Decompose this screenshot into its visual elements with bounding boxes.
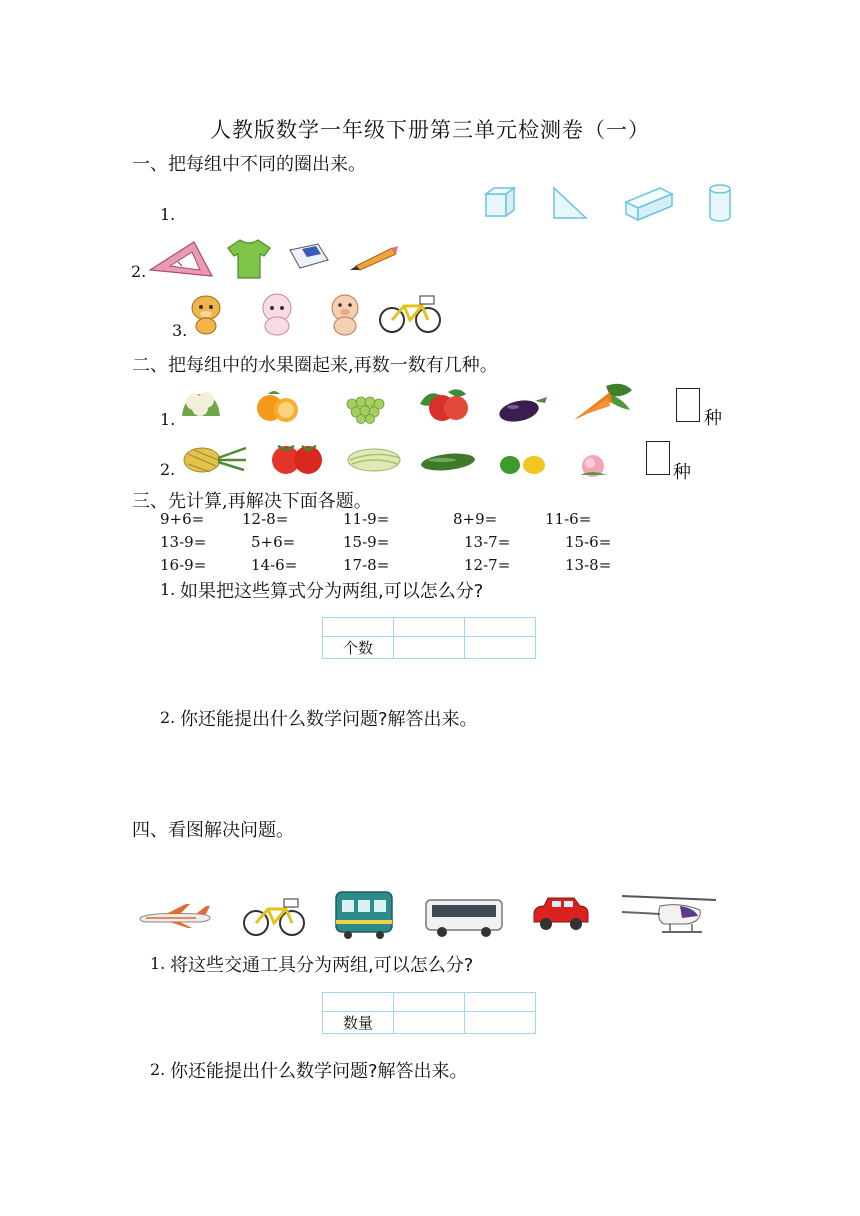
page-title: 人教版数学一年级下册第三单元检测卷（一） [210,118,650,142]
helicopter-icon [616,890,722,938]
section-4-heading: 四、看图解决问题。 [132,820,294,841]
s4-grouping-table [322,992,536,1034]
train-icon [332,888,396,940]
s4-q2-number: 2. [150,1060,166,1079]
cauliflower-icon [178,386,224,426]
triangle-icon [552,186,588,220]
s3-q2-number: 2. [160,708,176,727]
s1-row1-number: 1. [160,205,176,224]
calc-item: 12-8= [242,510,289,528]
eggplant-icon [497,393,549,423]
grapes-icon [344,390,388,424]
bicycle-icon [378,292,442,334]
cucumber-icon [420,450,478,474]
tomato-icon [268,440,326,476]
s1-row2-number: 2. [131,262,147,281]
table-cell[interactable] [465,637,536,659]
calc-item: 13-9= [160,533,207,551]
table-row-label: 数量 [323,1012,394,1034]
cube-icon [484,186,516,218]
calc-item: 5+6= [251,533,296,551]
s2-row2-answer-box[interactable] [646,441,670,475]
pencil-icon [348,244,400,270]
calc-item: 8+9= [453,510,498,528]
s2-row1-unit: 种 [704,408,722,429]
table-cell[interactable] [465,1012,536,1034]
bus-icon [424,896,504,938]
eraser-icon [288,242,330,270]
pepper-icon [498,452,548,476]
cylinder-icon [708,183,732,223]
cow-icon [186,292,226,336]
s1-row3-number: 3. [172,321,188,340]
calc-item: 11-9= [343,510,390,528]
table-cell[interactable] [465,618,536,637]
table-cell[interactable] [323,993,394,1012]
s4-q1-text: 将这些交通工具分为两组,可以怎么分? [170,955,474,976]
section-3-heading: 三、先计算,再解决下面各题。 [132,491,372,512]
s2-row1-number: 1. [160,410,176,429]
s2-row1-answer-box[interactable] [676,388,700,422]
s3-q1-text: 如果把这些算式分为两组,可以怎么分? [180,581,484,602]
peach-icon [576,449,610,479]
cabbage-icon [346,446,404,474]
s4-q2-text: 你还能提出什么数学问题?解答出来。 [170,1061,468,1082]
calc-item: 9+6= [160,510,205,528]
table-cell[interactable] [323,618,394,637]
table-row-label: 个数 [323,637,394,659]
s4-q1-number: 1. [150,954,166,973]
t-shirt-icon [226,238,272,280]
calc-item: 15-9= [343,533,390,551]
calc-item: 14-6= [251,556,298,574]
car-icon [530,892,592,934]
carrot-icon [570,380,636,424]
table-cell[interactable] [394,618,465,637]
calc-item: 17-8= [343,556,390,574]
calc-item: 13-7= [464,533,511,551]
s2-row2-unit: 种 [673,462,691,483]
pig-icon [326,292,364,336]
section-1-heading: 一、把每组中不同的圈出来。 [132,154,366,175]
set-square-icon [148,240,214,278]
calc-item: 15-6= [565,533,612,551]
s3-q2-text: 你还能提出什么数学问题?解答出来。 [180,709,478,730]
section-2-heading: 二、把每组中的水果圈起来,再数一数有几种。 [132,355,498,376]
table-cell[interactable] [394,1012,465,1034]
s3-q1-number: 1. [160,580,176,599]
orange-icon [254,388,302,424]
sheep-icon [258,292,296,336]
table-cell[interactable] [465,993,536,1012]
calc-item: 11-6= [545,510,592,528]
calc-item: 16-9= [160,556,207,574]
cuboid-icon [624,182,674,222]
table-cell[interactable] [394,993,465,1012]
apple-icon [418,384,472,424]
table-cell[interactable] [394,637,465,659]
s3-grouping-table [322,617,536,659]
calc-item: 12-7= [464,556,511,574]
pineapple-icon [180,440,248,476]
bicycle-icon [242,893,306,937]
calc-item: 13-8= [565,556,612,574]
airplane-icon [136,902,214,930]
s2-row2-number: 2. [160,460,176,479]
